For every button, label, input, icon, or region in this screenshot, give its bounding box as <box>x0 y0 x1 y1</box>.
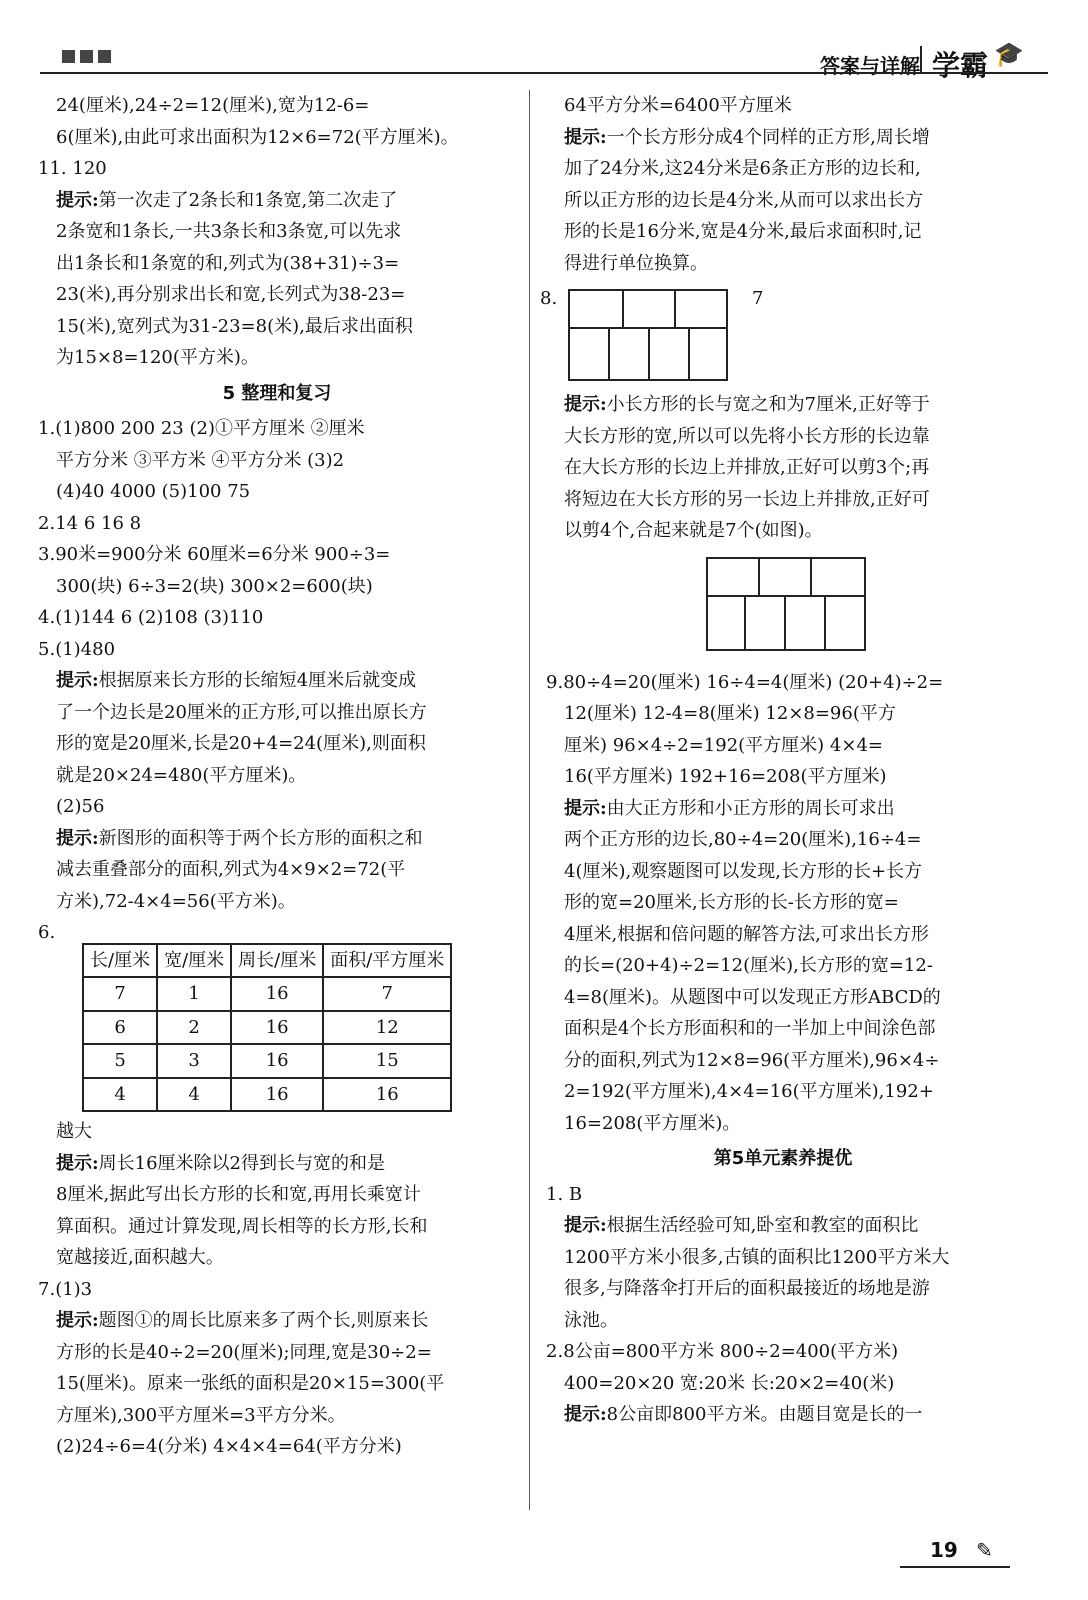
answer-3: 3.90米=900分米 60厘米=6分米 900÷3= <box>38 544 391 565</box>
header-rule <box>40 72 1048 74</box>
hint-line: 大长方形的宽,所以可以先将小长方形的长边靠 <box>564 425 930 447</box>
answer-line: 越大 <box>56 1121 92 1142</box>
hint-line: 形的宽是20厘米,长是20+4=24(厘米),则面积 <box>56 733 426 754</box>
table-cell: 7 <box>83 977 157 1011</box>
diagram-line <box>608 327 610 381</box>
rectangle-table <box>82 943 452 1113</box>
hint-line: 的长=(20+4)÷2=12(厘米),长方形的宽=12- <box>564 955 933 976</box>
hint-line: 2条宽和1条长,一共3条长和3条宽,可以先求 <box>56 221 402 242</box>
table-cell: 1 <box>157 977 231 1011</box>
table-header: 周长/厘米 <box>231 944 323 978</box>
hint-line: 方形的长是40÷2=20(厘米);同理,宽是30÷2= <box>56 1341 432 1363</box>
hint-line: 4厘米,根据和倍问题的解答方法,可求出长方形 <box>564 923 929 945</box>
hint-line: 所以正方形的边长是4分米,从而可以求出长方 <box>564 189 924 211</box>
hint-line: 形的长是16分米,宽是4分米,最后求面积时,记 <box>564 221 922 242</box>
hint-line: 2=192(平方厘米),4×4=16(平方厘米),192+ <box>564 1081 934 1102</box>
table-cell: 7 <box>323 977 451 1011</box>
table-cell: 16 <box>323 1078 451 1112</box>
hint-line: 提示:一个长方形分成4个同样的正方形,周长增 <box>564 126 930 148</box>
table-cell: 6 <box>83 1011 157 1045</box>
diagram-line <box>810 557 812 597</box>
table-row <box>83 1078 451 1112</box>
table-row <box>83 1044 451 1078</box>
right-column <box>540 90 1020 1431</box>
table-header-row <box>83 944 451 978</box>
table-cell: 15 <box>323 1044 451 1078</box>
hint-line: 提示:题图①的周长比原来多了两个长,则原来长 <box>56 1310 429 1331</box>
hint-line: 提示:小长方形的长与宽之和为7厘米,正好等于 <box>564 394 930 415</box>
hint-line: 就是20×24=480(平方厘米)。 <box>56 764 307 786</box>
section-title: 答案与详解 <box>820 54 920 78</box>
table-cell: 2 <box>157 1011 231 1045</box>
footer-rule <box>900 1566 1010 1568</box>
hint-line: 提示:8公亩即800平方米。由题目宽是长的一 <box>564 1404 923 1425</box>
diagram-line <box>824 595 826 651</box>
hint-line: 宽越接近,面积越大。 <box>56 1247 224 1268</box>
unit-answer-2: 2.8公亩=800平方米 800÷2=400(平方米) <box>546 1341 899 1362</box>
unit-heading: 第5单元素养提优 <box>713 1148 853 1169</box>
hint-line: 23(米),再分别求出长和宽,长列式为38-23= <box>56 284 406 305</box>
hint-line: 减去重叠部分的面积,列式为4×9×2=72(平 <box>56 859 406 880</box>
hint-line: 提示:根据原来长方形的长缩短4厘米后就变成 <box>56 670 417 691</box>
table-cell: 16 <box>231 1011 323 1045</box>
hint-line: 将短边在大长方形的另一长边上并排放,正好可 <box>564 488 930 510</box>
table-row <box>83 1011 451 1045</box>
brand-title: 学霸 <box>932 49 989 82</box>
continuation-line: 6(厘米),由此可求出面积为12×6=72(平方厘米)。 <box>56 126 459 148</box>
table-header: 长/厘米 <box>83 944 157 978</box>
answer-value: 7 <box>752 288 764 309</box>
diagram-line <box>784 595 786 651</box>
hint-line: 提示:根据生活经验可知,卧室和教室的面积比 <box>564 1215 919 1236</box>
hint-diagram <box>546 547 1020 667</box>
table-cell: 16 <box>231 1044 323 1078</box>
diagram-line <box>706 595 866 597</box>
hint-line: 为15×8=120(平方米)。 <box>56 347 259 368</box>
question-number: 8. <box>540 288 558 309</box>
answer-line: (2)24÷6=4(分米) 4×4×4=64(平方分米) <box>56 1436 402 1457</box>
answer-6: 6. <box>38 922 56 943</box>
hint-line: 了一个边长是20厘米的正方形,可以推出原长方 <box>56 701 427 723</box>
hint-line: 8厘米,据此写出长方形的长和宽,再用长乘宽计 <box>56 1184 421 1205</box>
answer-7: 7.(1)3 <box>38 1278 93 1300</box>
table-cell: 4 <box>157 1078 231 1112</box>
hint-line: 出1条长和1条宽的和,列式为(38+31)÷3= <box>56 252 400 274</box>
header-decoration <box>62 50 111 63</box>
hint-line: 15(米),宽列式为31-23=8(米),最后求出面积 <box>56 315 413 337</box>
hint-line: 16=208(平方厘米)。 <box>564 1112 741 1134</box>
diagram-line <box>674 289 676 329</box>
hint-line: 两个正方形的边长,80÷4=20(厘米),16÷4= <box>564 829 922 850</box>
hint-line: 得进行单位换算。 <box>564 252 708 274</box>
hint-line: 在大长方形的长边上并排放,正好可以剪3个;再 <box>564 457 930 478</box>
table-cell: 5 <box>83 1044 157 1078</box>
hint-line: 方厘米),300平方厘米=3平方分米。 <box>56 1404 346 1426</box>
page-number: 19 <box>930 1538 958 1562</box>
answer-line: 厘米) 96×4÷2=192(平方厘米) 4×4= <box>564 734 883 756</box>
table-cell: 16 <box>231 977 323 1011</box>
answer-4: 4.(1)144 6 (2)108 (3)110 <box>38 607 264 628</box>
diagram-line <box>758 557 760 597</box>
hint-line: 提示:周长16厘米除以2得到长与宽的和是 <box>56 1152 386 1174</box>
answer-line: 300(块) 6÷3=2(块) 300×2=600(块) <box>56 575 373 597</box>
answer-line: (4)40 4000 (5)100 75 <box>56 481 251 502</box>
hint-line: 形的宽=20厘米,长方形的长-长方形的宽= <box>564 892 899 913</box>
hint-line: 提示:新图形的面积等于两个长方形的面积之和 <box>56 827 423 849</box>
section-heading: 5 整理和复习 <box>222 382 332 404</box>
answer-5: 5.(1)480 <box>38 638 116 660</box>
answer-11: 11. 120 <box>38 158 107 179</box>
table-cell: 16 <box>231 1078 323 1112</box>
hint-line: 分的面积,列式为12×8=96(平方厘米),96×4÷ <box>564 1049 940 1071</box>
hint-line: 4(厘米),观察题图可以发现,长方形的长+长方 <box>564 860 923 882</box>
unit-answer-1: 1. B <box>546 1183 583 1205</box>
page-header <box>0 0 1088 84</box>
hint-line: 面积是4个长方形面积和的一半加上中间涂色部 <box>564 1018 936 1039</box>
hint-line: 15(厘米)。原来一张纸的面积是20×15=300(平 <box>56 1373 445 1394</box>
diagram-line <box>744 595 746 651</box>
answer-1: 1.(1)800 200 23 (2)①平方厘米 ②厘米 <box>38 418 365 439</box>
continuation-line: 24(厘米),24÷2=12(厘米),宽为12-6= <box>56 95 370 116</box>
header-separator <box>920 46 922 74</box>
answer-line: (2)56 <box>56 796 105 817</box>
table-cell: 12 <box>323 1011 451 1045</box>
table-row <box>83 977 451 1011</box>
diagram-line <box>688 327 690 381</box>
answer-2: 2.14 6 16 8 <box>38 512 142 534</box>
table-cell: 3 <box>157 1044 231 1078</box>
column-divider <box>529 90 530 1510</box>
table-header: 宽/厘米 <box>157 944 231 978</box>
hint-line: 很多,与降落伞打开后的面积最接近的场地是游 <box>564 1278 930 1299</box>
table-header: 面积/平方厘米 <box>323 944 451 978</box>
hint-line: 算面积。通过计算发现,周长相等的长方形,长和 <box>56 1215 428 1237</box>
hint-line: 1200平方米小很多,古镇的面积比1200平方米大 <box>564 1246 950 1268</box>
diagram-line <box>648 327 650 381</box>
answer-line: 12(厘米) 12-4=8(厘米) 12×8=96(平方 <box>564 703 896 724</box>
hint-line: 泳池。 <box>564 1309 618 1331</box>
left-column <box>38 90 516 1463</box>
answer-line: 平方分米 ③平方米 ④平方分米 (3)2 <box>56 449 345 471</box>
hint-line: 加了24分米,这24分米是6条正方形的边长和, <box>564 158 921 179</box>
answer-9: 9.80÷4=20(厘米) 16÷4=4(厘米) (20+4)÷2= <box>546 671 944 693</box>
table-cell: 4 <box>83 1078 157 1112</box>
answer-line: 400=20×20 宽:20米 长:20×2=40(米) <box>564 1372 895 1394</box>
answer-line: 16(平方厘米) 192+16=208(平方厘米) <box>564 766 887 787</box>
hint-line: 方米),72-4×4=56(平方米)。 <box>56 890 296 912</box>
diagram-line <box>622 289 624 329</box>
hint-line: 提示:由大正方形和小正方形的周长可求出 <box>564 797 895 819</box>
hint-line: 以剪4个,合起来就是7个(如图)。 <box>564 520 823 541</box>
answer-8 <box>540 283 1020 389</box>
hint-line: 4=8(厘米)。从题图中可以发现正方形ABCD的 <box>564 986 941 1008</box>
pencil-icon: ✎ <box>976 1538 993 1562</box>
cutting-diagram <box>706 557 866 651</box>
continuation-line: 64平方分米=6400平方厘米 <box>564 95 792 116</box>
graduation-cap-icon: 🎓 <box>994 40 1024 68</box>
hint-line: 提示:第一次走了2条长和1条宽,第二次走了 <box>56 189 398 211</box>
